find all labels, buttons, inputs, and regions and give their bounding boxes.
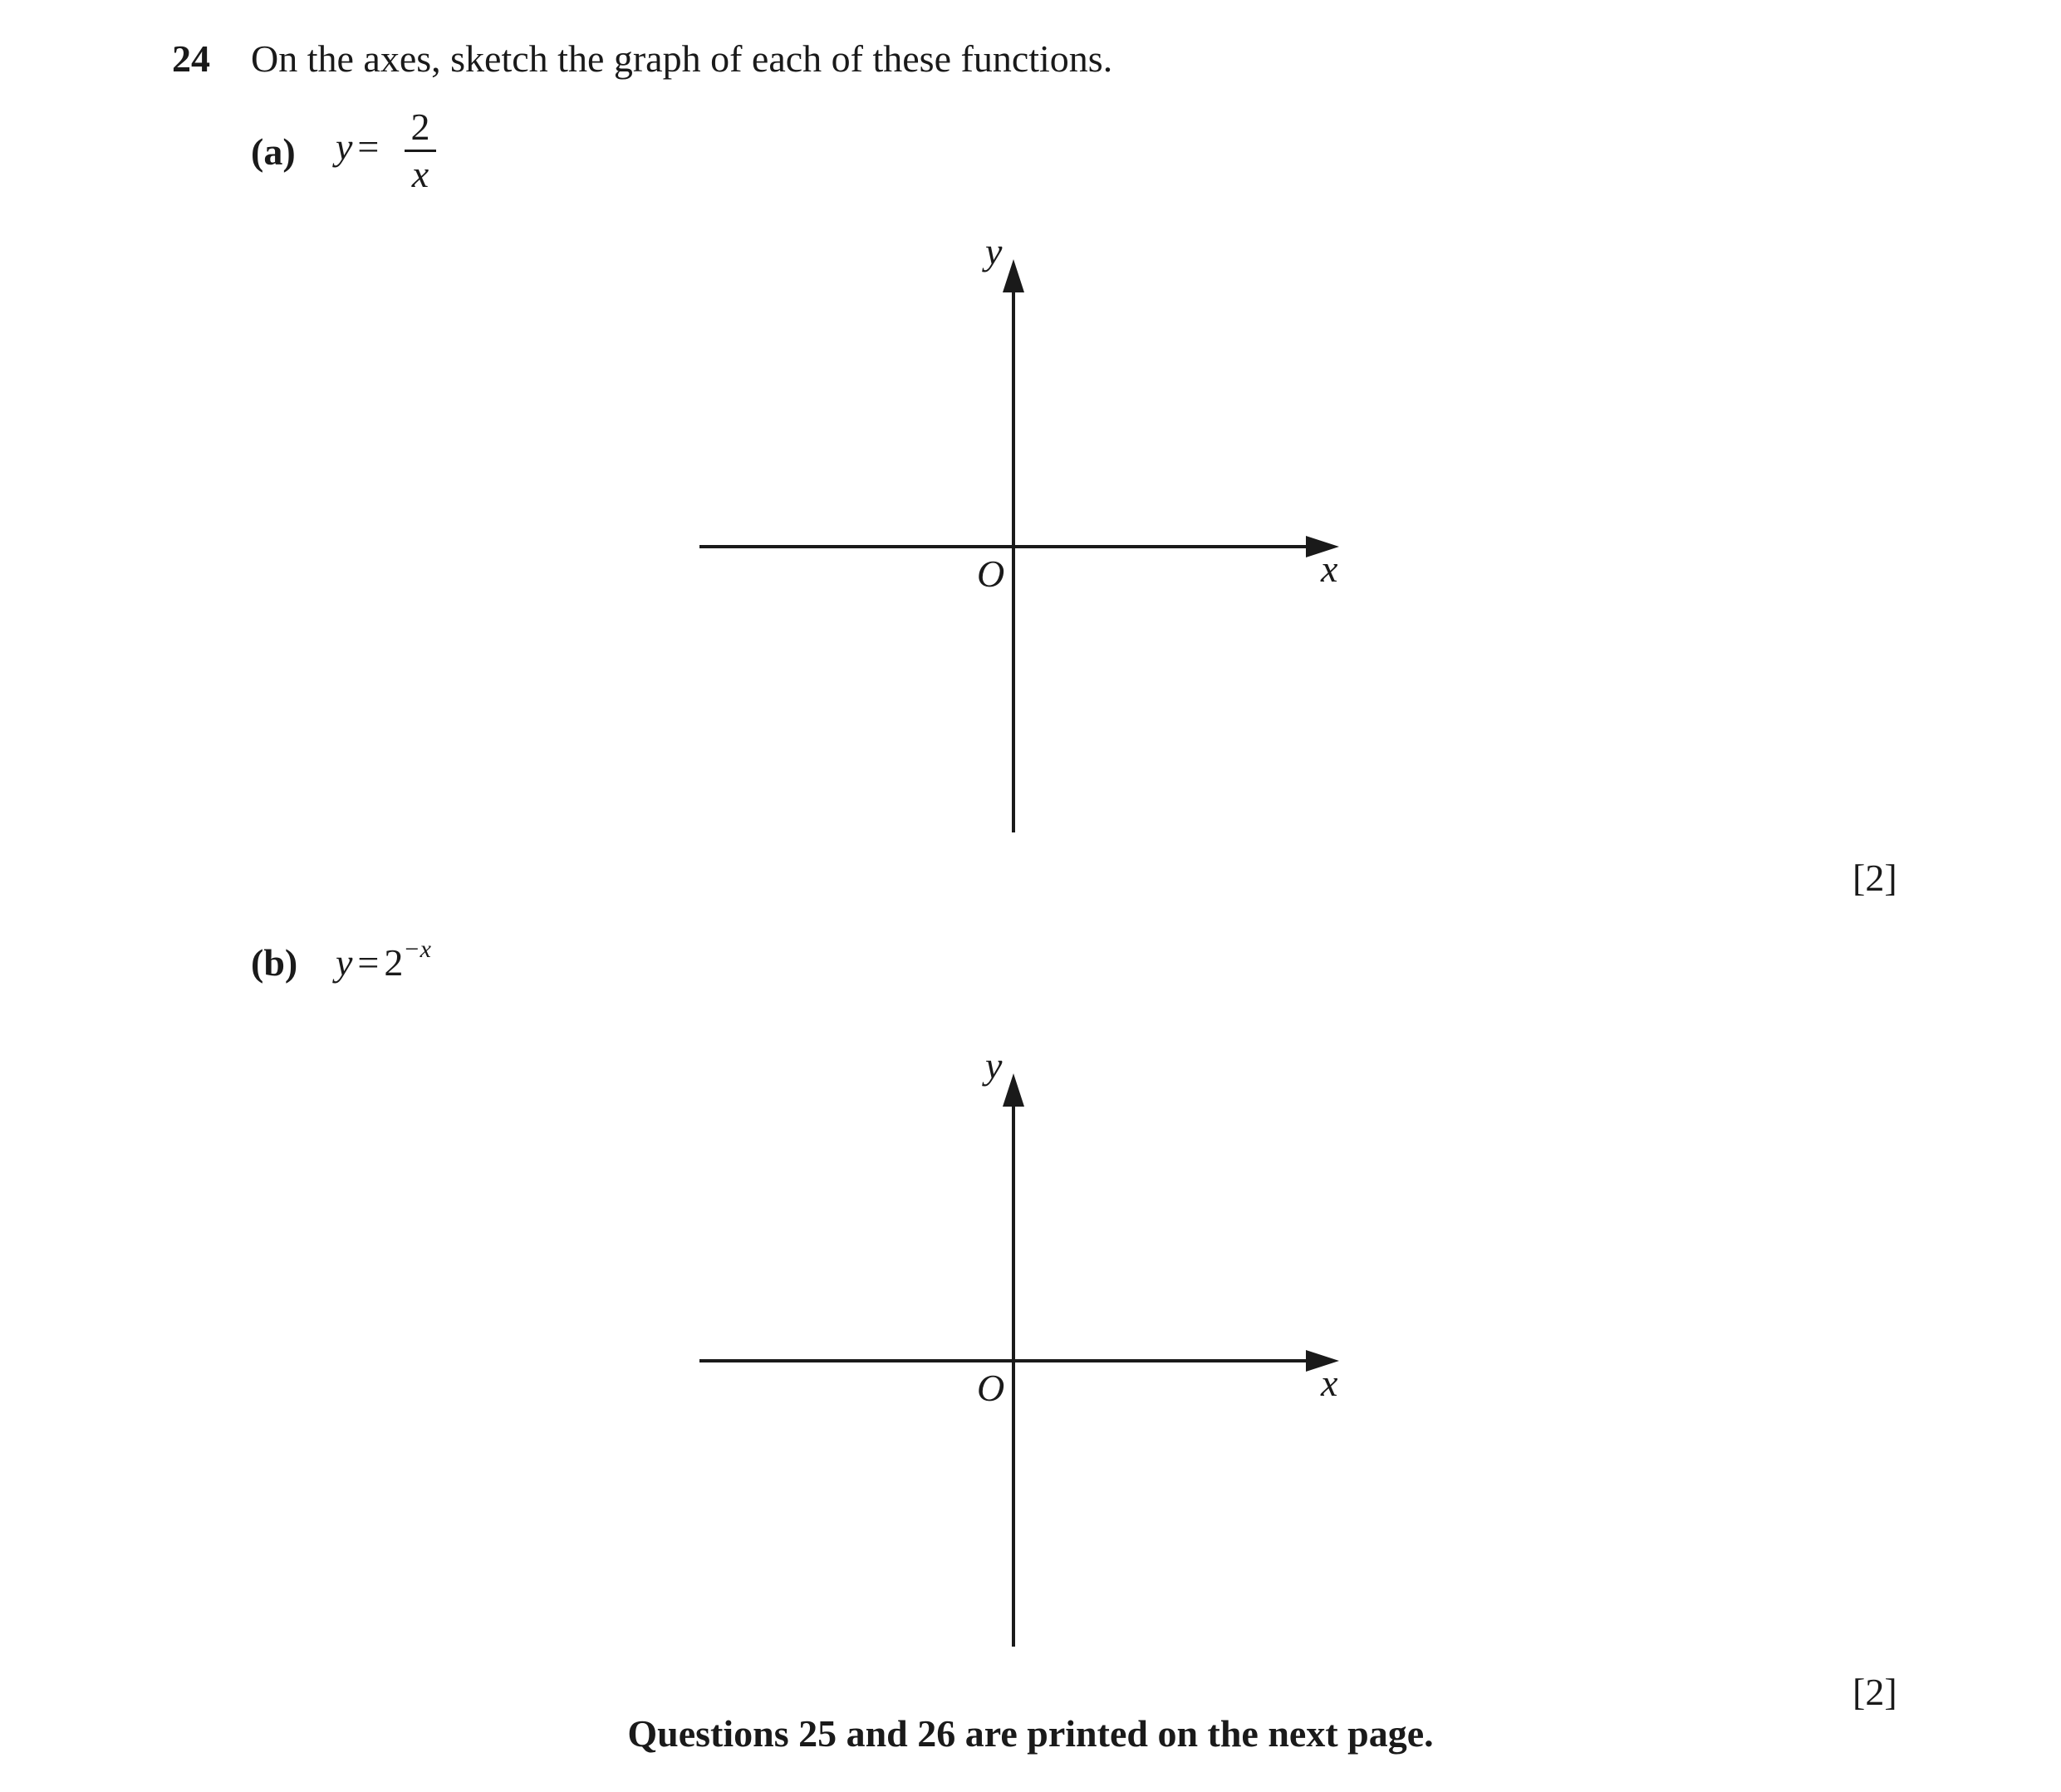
- part-b-eq-exponent: −x: [403, 935, 431, 963]
- part-b-equation: [336, 935, 431, 984]
- footer-note: Questions 25 and 26 are printed on the next page.: [627, 1712, 1434, 1755]
- part-a-frac-denominator: x: [411, 153, 429, 195]
- part-a-y-arrowhead: [1003, 259, 1024, 292]
- part-b-eq-op: =: [357, 941, 380, 984]
- part-b-x-label: x: [1321, 1362, 1338, 1404]
- question-number: 24: [172, 37, 210, 80]
- part-a-frac-bar: [405, 150, 436, 152]
- part-a-y-label: y: [985, 230, 1003, 272]
- part-a-origin-label: O: [977, 552, 1005, 595]
- part-b-label: (b): [251, 941, 298, 984]
- part-b-origin-label: O: [977, 1367, 1005, 1409]
- part-a-label: (a): [251, 130, 296, 173]
- part-b-eq-lhs: y: [336, 941, 353, 984]
- part-a-fraction: [404, 108, 437, 194]
- part-b-y-arrowhead: [1003, 1073, 1024, 1107]
- part-a-frac-numerator: 2: [410, 106, 430, 148]
- part-a-marks: [2]: [1852, 857, 1897, 899]
- question-text: On the axes, sketch the graph of each of these functions.: [251, 37, 1113, 80]
- part-a-eq-op: =: [357, 125, 380, 168]
- part-b-marks: [2]: [1852, 1671, 1897, 1713]
- part-b-axes[interactable]: [689, 1044, 1354, 1653]
- part-b-y-label: y: [985, 1044, 1003, 1087]
- part-a-x-label: x: [1321, 547, 1338, 590]
- part-a-equation: [336, 125, 384, 169]
- part-a-eq-lhs: y: [336, 125, 353, 168]
- part-a-axes[interactable]: [689, 230, 1354, 839]
- part-b-eq-base: 2: [384, 941, 404, 984]
